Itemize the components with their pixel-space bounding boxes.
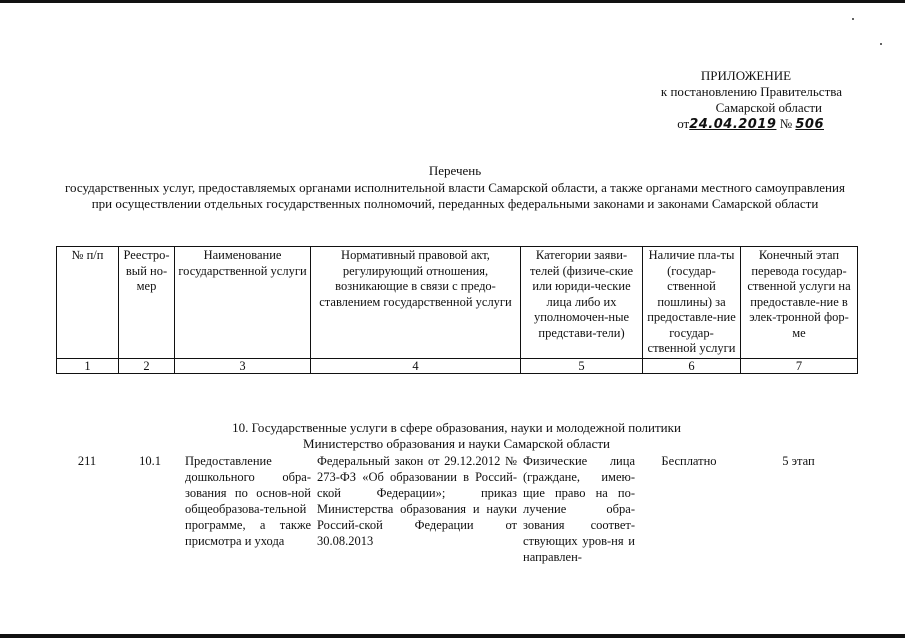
table-row [56, 452, 857, 566]
header-col-4: Нормативный правовой акт, регулирующий отношения, возникающие в связи с предо-ставлением государственной услуги [311, 247, 521, 359]
row-legal-act: Федеральный закон от 29.12.2012 № 273-ФЗ «Об образовании в Россий-ской Федерации»; приказ Министерства образования и науки Россий-ской Федерации от 30.08.2013 [317, 454, 517, 548]
appendix-block [620, 68, 842, 133]
appendix-line-1: к постановлению Правительства [660, 84, 842, 99]
header-col-2: Реестро-вый но-мер [119, 247, 175, 359]
scan-speck [852, 18, 854, 20]
column-number: 1 [57, 358, 119, 373]
section-title: 10. Государственные услуги в сфере образования, науки и молодежной политики [232, 420, 681, 435]
services-table-header [56, 246, 858, 374]
title-heading: Перечень [428, 163, 482, 178]
column-number: 3 [175, 358, 311, 373]
appendix-line-2: Самарской области [715, 100, 822, 115]
number-prefix: № [779, 116, 793, 131]
document-title [60, 163, 850, 212]
bottom-border-rule [0, 634, 905, 638]
header-col-5: Категории заяви-телей (физиче-ские или юриди-ческие лица либо их уполномочен-ные представи-тели) [521, 247, 643, 359]
column-number: 7 [741, 358, 858, 373]
row-registry-number: 10.1 [139, 454, 161, 468]
appendix-title: ПРИЛОЖЕНИЕ [700, 68, 792, 83]
header-col-3: Наименование государственной услуги [175, 247, 311, 359]
appendix-date-line [620, 116, 842, 133]
section-heading [56, 420, 857, 452]
column-number: 4 [311, 358, 521, 373]
row-final-stage: 5 этап [782, 454, 815, 468]
title-body: государственных услуг, предоставляемых органами исполнительной власти Самарской области, а также органами местного самоуправления при осуществлении отдельных государственных полномочий, переданных федеральными законами и законами Самарской области [65, 180, 845, 211]
row-applicants: Физические лица (граждане, имею-щие право на по-лучение обра-зования соответ-ствующих уров-ня и направлен- [523, 454, 635, 564]
section-ministry: Министерство образования и науки Самарской области [303, 436, 610, 451]
scan-speck [880, 43, 882, 45]
header-col-7: Конечный этап перевода государ-ственной услуги на предоставле-ние в элек-тронной фор-ме [741, 247, 858, 359]
row-number: 211 [77, 454, 97, 468]
header-row [57, 247, 858, 359]
header-col-1: № п/п [57, 247, 119, 359]
column-number: 5 [521, 358, 643, 373]
date-prefix: от [677, 116, 690, 131]
column-number: 6 [643, 358, 741, 373]
row-service-name: Предоставление дошкольного обра-зования по основ-ной общеобразова-тельной программе, а также присмотра и ухода [185, 454, 311, 548]
column-number-row [57, 358, 858, 373]
top-border-rule [0, 0, 905, 3]
header-col-6: Наличие пла-ты (государ-ственной пошлины) за предоставле-ние государ-ственной услуги [643, 247, 741, 359]
services-table-body [56, 452, 857, 566]
row-fee: Бесплатно [661, 454, 717, 468]
handwritten-date: 24.04.2019 [689, 117, 777, 132]
handwritten-number: 506 [795, 117, 824, 132]
column-number: 2 [119, 358, 175, 373]
